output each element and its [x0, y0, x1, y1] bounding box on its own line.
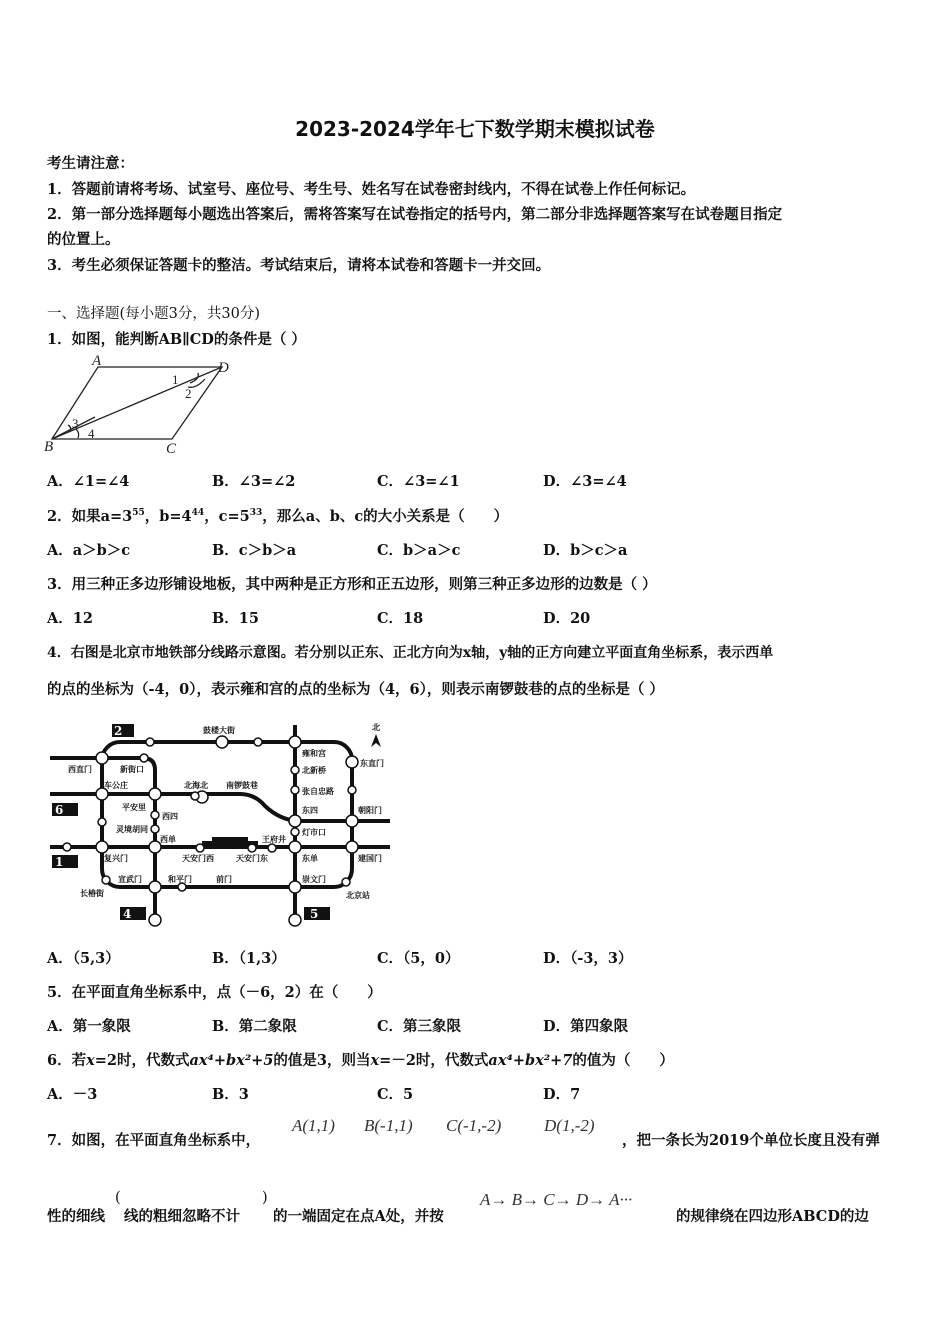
q5-option-d[interactable]: D．第四象限: [543, 1018, 629, 1035]
angle-4: 4: [88, 426, 95, 441]
station-label: 北新桥: [302, 766, 326, 775]
label-a: A: [92, 355, 102, 369]
q2-text: ，那么a、b、c的大小关系是（ ）: [262, 508, 509, 525]
station-label: 北海北: [184, 781, 208, 790]
label-b: B: [44, 439, 54, 455]
q3-stem: 3．用三种正多边形铺设地板，其中两种是正方形和正五边形，则第三种正多边形的边数是（ ）: [47, 576, 657, 593]
q4-option-b[interactable]: B．（1,3）: [212, 950, 286, 967]
q7-line2-end: 的规律绕在四边形ABCD的边: [676, 1208, 869, 1225]
q5-option-b[interactable]: B．第二象限: [212, 1018, 297, 1035]
q3-option-a[interactable]: A．12: [47, 610, 93, 627]
q7-line2: 性的细线: [47, 1208, 105, 1225]
north-arrow-icon: [371, 734, 381, 747]
notice-heading: 考生请注意：: [47, 155, 134, 172]
q1-option-c[interactable]: C．∠3=∠1: [377, 473, 460, 490]
point-d: D(1,-2): [544, 1116, 595, 1135]
q2-option-c[interactable]: C．b＞a＞c: [377, 542, 461, 559]
station-label: 崇文门: [302, 875, 326, 884]
q3-option-c[interactable]: C．18: [377, 610, 424, 627]
q6-stem: [47, 1049, 674, 1070]
station-label: 和平门: [168, 875, 192, 884]
station-label: 灯市口: [302, 828, 326, 837]
q2-text: 2．如果a=3: [47, 508, 133, 525]
q1-option-a[interactable]: A．∠1=∠4: [47, 473, 130, 490]
q6-text: =2时，代数式: [94, 1052, 190, 1069]
section-heading: 一、选择题(每小题3分，共30分): [47, 306, 260, 322]
angle-2: 2: [185, 386, 192, 401]
q4-option-c[interactable]: C．（5，0）: [377, 950, 460, 967]
q5-option-a[interactable]: A．第一象限: [47, 1018, 131, 1035]
q6-text: 6．若: [47, 1052, 87, 1069]
q5-stem: 5．在平面直角坐标系中，点（－6，2）在（ ）: [47, 984, 382, 1001]
q7-line2-mid: 的一端固定在点A处，并按: [273, 1208, 444, 1225]
station-label: 宣武门: [118, 875, 142, 884]
station-label: 南锣鼓巷: [226, 781, 258, 790]
angle-3: 3: [72, 416, 79, 431]
station-label: 朝阳门: [358, 806, 382, 815]
q2-exp: 55: [132, 508, 145, 519]
line-5-badge: 5: [310, 907, 319, 921]
q2-text: ，c=5: [204, 508, 250, 525]
q2-option-d[interactable]: D．b＞c＞a: [543, 542, 628, 559]
station-label: 王府井: [262, 835, 286, 844]
line-4-badge: 4: [123, 907, 132, 921]
q2-option-b[interactable]: B．c＞b＞a: [212, 542, 297, 559]
q6-text: =－2时，代数式: [379, 1052, 489, 1069]
q2-stem: [47, 505, 508, 526]
q6-var: x: [86, 1052, 95, 1069]
q1-option-b[interactable]: B．∠3=∠2: [212, 473, 296, 490]
notice-item: 1．答题前请将考场、试室号、座位号、考生号、姓名写在试卷密封线内，不得在试卷上作任何标记。: [47, 181, 696, 198]
paren-open: (: [115, 1190, 121, 1206]
q2-option-a[interactable]: A．a＞b＞c: [47, 542, 131, 559]
station-label: 灵境胡同: [116, 825, 148, 834]
notice-item: 3．考生必须保证答题卡的整洁。考试结束后，请将本试卷和答题卡一并交回。: [47, 257, 551, 274]
station-label: 天安门西: [182, 854, 214, 863]
q6-option-b[interactable]: B．3: [212, 1086, 249, 1103]
q5-option-c[interactable]: C．第三象限: [377, 1018, 462, 1035]
q6-text: 的值为（ ）: [572, 1052, 674, 1069]
q2-exp: 33: [249, 508, 263, 519]
q2-text: ，b=4: [144, 508, 192, 525]
q4-option-a[interactable]: A．（5,3）: [47, 950, 120, 967]
q4-option-d[interactable]: D．（-3，3）: [543, 950, 633, 967]
point-a: A(1,1): [292, 1116, 335, 1135]
station-label: 东四: [302, 806, 318, 815]
station-label: 新街口: [120, 765, 144, 774]
station-label: 北京站: [346, 891, 370, 900]
line-6-badge: 6: [55, 803, 64, 817]
q6-option-d[interactable]: D．7: [543, 1086, 581, 1103]
q4-stem: 的点的坐标为（-4，0），表示雍和宫的点的坐标为（4，6），则表示南锣鼓巷的点的坐标是（ ）: [47, 681, 664, 698]
line-2-badge: 2: [114, 724, 123, 738]
q7-stem-end: ，把一条长为2019个单位长度且没有弹: [622, 1132, 880, 1149]
north-label: 北: [372, 723, 380, 732]
q6-expr: ax⁴+bx²+7: [488, 1052, 573, 1069]
q7-path: A→ B→ C→ D→ A···: [480, 1190, 633, 1209]
angle-1: 1: [172, 372, 179, 387]
station-label: 平安里: [122, 803, 146, 812]
point-b: B(-1,1): [364, 1116, 413, 1135]
point-c: C(-1,-2): [446, 1116, 502, 1135]
station-label: 东单: [302, 854, 318, 863]
beijing-subway-map: [40, 710, 400, 930]
station-label: 张自忠路: [302, 787, 334, 796]
station-label: 东直门: [360, 759, 384, 768]
station-label: 长椿街: [80, 889, 104, 898]
station-label: 车公庄: [104, 781, 128, 790]
q1-option-d[interactable]: D．∠3=∠4: [543, 473, 627, 490]
q6-option-a[interactable]: A．－3: [47, 1086, 98, 1103]
station-label: 西单: [160, 835, 176, 844]
label-d: D: [218, 360, 229, 376]
paren-close: ): [262, 1190, 268, 1206]
notice-item: 2．第一部分选择题每小题选出答案后，需将答案写在试卷指定的括号内，第二部分非选择题答案写在试卷题目指定: [47, 206, 783, 223]
q7-paren-text: 线的粗细忽略不计: [124, 1208, 240, 1225]
q6-var: x: [370, 1052, 380, 1069]
page-title: 2023-2024学年七下数学期末模拟试卷: [295, 117, 655, 141]
line-1-badge: 1: [55, 855, 64, 869]
label-c: C: [166, 441, 177, 457]
station-label: 建国门: [358, 854, 382, 863]
q4-stem: 4．右图是北京市地铁部分线路示意图。若分别以正东、正北方向为x轴，y轴的正方向建立平面直角坐标系，表示西单: [47, 645, 774, 661]
q3-option-b[interactable]: B．15: [212, 610, 259, 627]
station-label: 雍和宫: [302, 749, 326, 758]
q3-option-d[interactable]: D．20: [543, 610, 591, 627]
notice-item: 的位置上。: [47, 231, 120, 248]
q2-exp: 44: [191, 508, 205, 519]
station-label: 西四: [162, 812, 178, 821]
q6-text: 的值是3，则当: [273, 1052, 371, 1069]
q6-option-c[interactable]: C．5: [377, 1086, 414, 1103]
station-label: 鼓楼大街: [203, 726, 235, 735]
station-label: 天安门东: [236, 854, 268, 863]
station-label: 西直门: [68, 765, 92, 774]
q7-stem-start: 7．如图，在平面直角坐标系中，: [47, 1132, 261, 1149]
q6-expr: ax⁴+bx²+5: [189, 1052, 274, 1069]
station-label: 前门: [216, 875, 232, 884]
q1-stem: 1．如图，能判断AB∥CD的条件是（ ）: [47, 331, 306, 348]
station-label: 复兴门: [104, 854, 128, 863]
q1-parallelogram-figure: [40, 355, 240, 460]
